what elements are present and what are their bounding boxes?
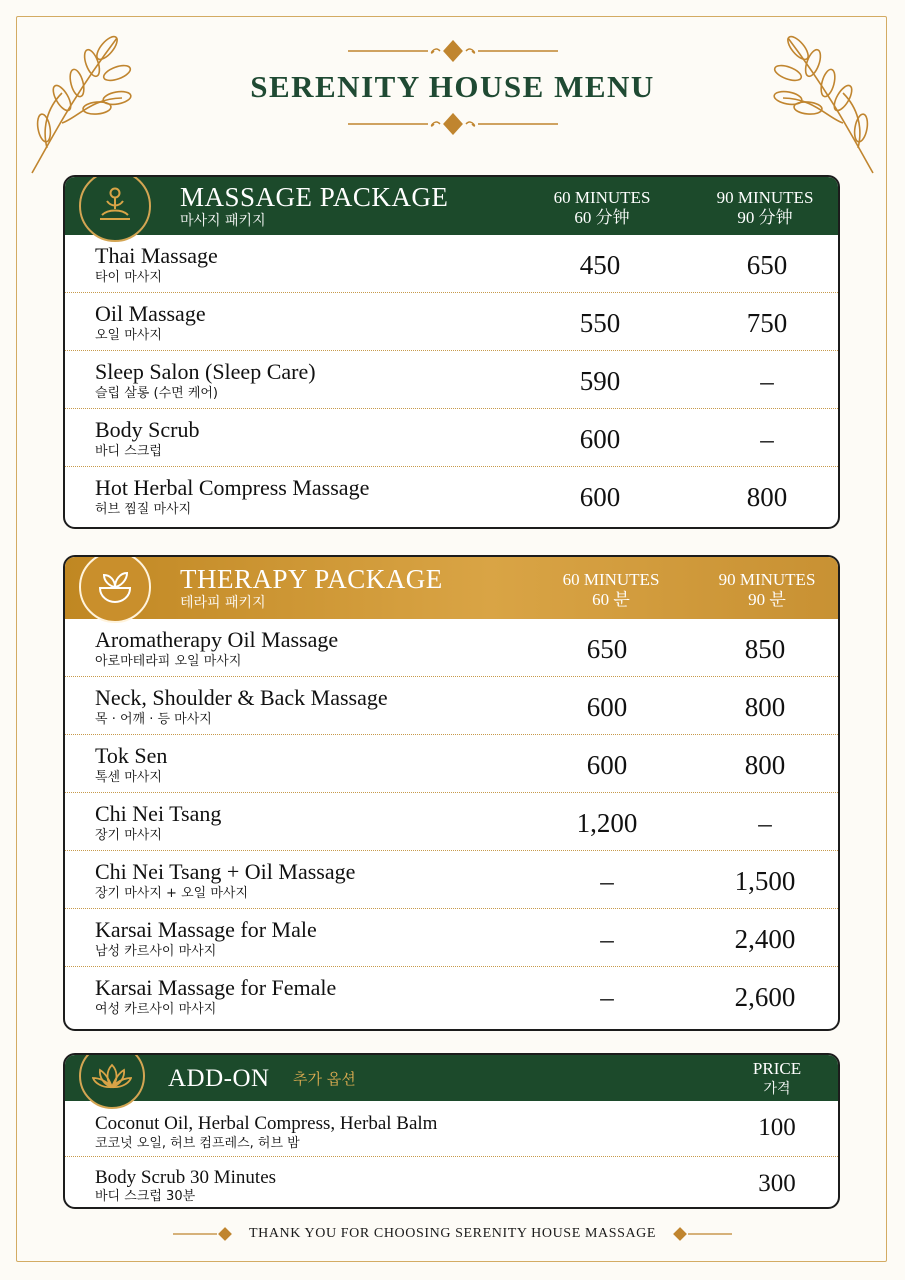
ornament-icon-bottom: [348, 113, 558, 135]
meditation-icon: [79, 175, 151, 242]
column-header-90: 90 MINUTES 90 分钟: [716, 188, 814, 227]
herbal-bowl-icon: [79, 555, 151, 623]
list-item: Body Scrub 바디 스크럽 600 –: [65, 409, 838, 467]
price-90: 1,500: [734, 866, 796, 896]
ornament-icon-footer-right: [670, 1226, 732, 1242]
price-90: –: [760, 366, 774, 396]
price-60: 450: [579, 250, 621, 280]
price-60: 600: [579, 482, 621, 512]
price-60: 600: [586, 750, 628, 780]
price-90: 800: [746, 482, 788, 512]
column-header-60: 60 MINUTES 60 分钟: [553, 188, 651, 227]
price-60: 600: [586, 692, 628, 722]
list-item: Oil Massage 오일 마사지 550 750: [65, 293, 838, 351]
price-60: –: [600, 866, 614, 896]
price-90: –: [760, 424, 774, 454]
list-item: Thai Massage 타이 마사지 450 650: [65, 235, 838, 293]
list-item: Coconut Oil, Herbal Compress, Herbal Balm 코코넛 오일, 허브 컴프레스, 허브 밤 100: [65, 1101, 838, 1157]
price-90: 800: [744, 750, 786, 780]
price-60: 650: [586, 634, 628, 664]
ornament-icon-top: [348, 40, 558, 62]
ornament-icon-footer-left: [173, 1226, 235, 1242]
list-item: Aromatherapy Oil Massage 아로마테라피 오일 마사지 650 850: [65, 619, 838, 677]
list-item: Neck, Shoulder & Back Massage 목 · 어깨 · 등 마사지 600 800: [65, 677, 838, 735]
price-60: 1,200: [576, 808, 638, 838]
list-item: Karsai Massage for Male 남성 카르사이 마사지 – 2,400: [65, 909, 838, 967]
price-90: 2,400: [734, 924, 796, 954]
price-90: 650: [746, 250, 788, 280]
price-90: –: [758, 808, 772, 838]
price-60: 590: [579, 366, 621, 396]
list-item: Body Scrub 30 Minutes 바디 스크럽 30분 300: [65, 1157, 838, 1209]
addon-price: 300: [758, 1170, 796, 1197]
massage-package-header: [65, 177, 838, 235]
therapy-list: [65, 619, 838, 1025]
list-item: Sleep Salon (Sleep Care) 슬립 살롱 (수면 케어) 590 –: [65, 351, 838, 409]
price-60: 600: [579, 424, 621, 454]
column-header-60: 60 MINUTES 60 분: [562, 570, 660, 609]
section-title: ADD-ON: [168, 1065, 270, 1092]
list-item: Karsai Massage for Female 여성 카르사이 마사지 – 2,600: [65, 967, 838, 1025]
header: [0, 40, 905, 135]
list-item: Chi Nei Tsang 장기 마사지 1,200 –: [65, 793, 838, 851]
footer-text: THANK YOU FOR CHOOSING SERENITY HOUSE MASSAGE: [248, 1226, 657, 1241]
therapy-package-section: [63, 555, 840, 1031]
footer: [0, 1226, 905, 1242]
price-90: 800: [744, 692, 786, 722]
addon-header: [65, 1055, 838, 1101]
price-60: –: [600, 982, 614, 1012]
list-item: Hot Herbal Compress Massage 허브 찜질 마사지 600 800: [65, 467, 838, 525]
section-subtitle: 마사지 패키지: [180, 213, 266, 229]
list-item: Tok Sen 톡센 마사지 600 800: [65, 735, 838, 793]
column-header-price: PRICE 가격: [752, 1059, 802, 1097]
price-60: 550: [579, 308, 621, 338]
massage-list: [65, 235, 838, 525]
page-title: SERENITY HOUSE MENU: [250, 69, 655, 104]
massage-package-section: [63, 175, 840, 529]
therapy-package-header: [65, 557, 838, 619]
addon-section: [63, 1053, 840, 1209]
price-60: –: [600, 924, 614, 954]
section-title: MASSAGE PACKAGE: [180, 182, 449, 212]
addon-list: [65, 1101, 838, 1209]
list-item: Chi Nei Tsang + Oil Massage 장기 마사지 + 오일 마사지 – 1,500: [65, 851, 838, 909]
section-subtitle: 추가 옵션: [293, 1070, 356, 1088]
price-90: 850: [744, 634, 786, 664]
price-90: 2,600: [734, 982, 796, 1012]
column-header-90: 90 MINUTES 90 분: [718, 570, 816, 609]
addon-price: 100: [758, 1114, 796, 1141]
section-title: THERAPY PACKAGE: [180, 564, 443, 594]
section-subtitle: 테라피 패키지: [180, 595, 266, 611]
price-90: 750: [746, 308, 788, 338]
